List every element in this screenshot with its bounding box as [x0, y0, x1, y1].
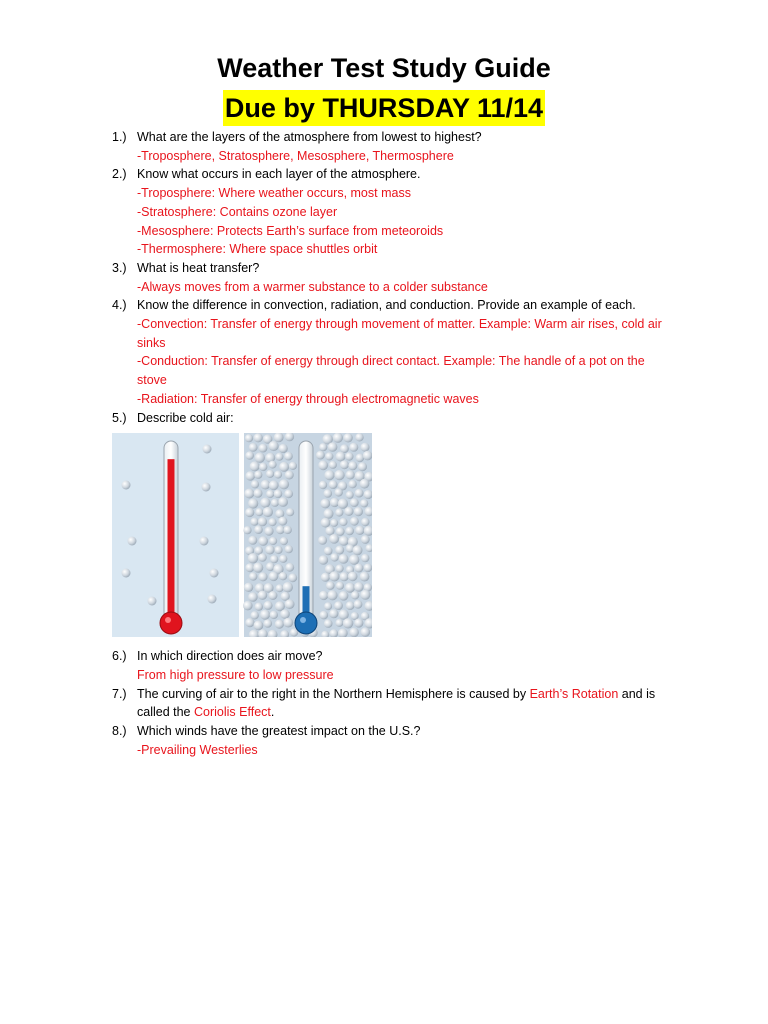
molecule-dot: [363, 451, 372, 461]
molecule-dot: [210, 569, 219, 578]
molecule-dot: [345, 453, 353, 461]
question-text: What is heat transfer?: [137, 260, 260, 275]
question-number: 5.): [112, 410, 127, 425]
molecule-dot: [269, 481, 279, 491]
molecule-dot: [354, 582, 364, 592]
molecule-dot: [284, 452, 293, 461]
molecule-dot: [254, 433, 263, 442]
molecule-dot: [321, 518, 331, 528]
molecule-dot: [284, 526, 292, 534]
molecule-dot: [334, 601, 343, 610]
molecule-dot: [361, 628, 371, 638]
molecule-dot: [354, 600, 363, 609]
molecule-dot: [326, 582, 335, 591]
molecule-dot: [276, 584, 284, 592]
molecule-dot: [279, 479, 289, 489]
molecule-dot: [284, 490, 293, 499]
molecule-dot: [260, 610, 270, 620]
molecule-dot: [355, 526, 364, 535]
molecule-dot: [250, 518, 258, 526]
molecule-dot: [274, 490, 283, 499]
molecule-dot: [346, 471, 355, 480]
molecule-dot: [253, 563, 263, 573]
molecule-dot: [319, 591, 328, 600]
molecule-dot: [261, 480, 271, 490]
molecule-dot: [340, 572, 349, 581]
molecule-dot: [271, 499, 279, 507]
molecule-dot: [275, 453, 283, 461]
question-text: In which direction does air move?: [137, 649, 323, 664]
molecule-dot: [278, 497, 288, 507]
molecule-dot: [245, 451, 254, 460]
molecule-dot: [200, 537, 209, 546]
molecule-dot: [264, 527, 273, 536]
molecule-dot: [361, 443, 370, 452]
molecule-dot: [258, 537, 268, 547]
molecule-dot: [321, 573, 330, 582]
molecule-dot: [244, 583, 253, 592]
molecule-dot: [202, 483, 211, 492]
answer-text: -Troposphere, Stratosphere, Mesosphere, Thermosphere: [137, 148, 454, 163]
molecule-dot: [278, 517, 287, 526]
molecule-dot: [361, 518, 369, 526]
molecule-dot: [128, 537, 137, 546]
molecule-dot: [270, 611, 278, 619]
molecule-dot: [346, 491, 354, 499]
molecule-dot: [335, 619, 343, 627]
molecule-dot: [360, 499, 368, 507]
molecule-dot: [364, 564, 372, 573]
molecule-dot: [350, 517, 359, 526]
molecule-dot: [343, 618, 353, 628]
molecule-dot: [339, 591, 349, 601]
molecule-dot: [245, 508, 254, 517]
question-item-4: [112, 296, 672, 408]
molecule-dot: [335, 509, 343, 517]
molecule-dot: [329, 572, 339, 582]
molecule-dot: [250, 462, 260, 472]
question-item-2: [112, 165, 672, 259]
question-list: [112, 128, 672, 759]
answer-text: -Thermosphere: Where space shuttles orbit: [137, 242, 378, 257]
molecule-dot: [245, 434, 253, 442]
molecule-dot: [351, 591, 359, 599]
answer-inline: Earth’s Rotation: [529, 686, 619, 701]
question-text-part: and is called the: [137, 686, 656, 720]
molecule-dot: [266, 490, 274, 498]
molecule-dot: [353, 546, 363, 556]
molecule-dot: [254, 471, 262, 479]
molecule-dot: [349, 443, 358, 452]
answer-text: From high pressure to low pressure: [137, 667, 334, 682]
molecule-dot: [334, 470, 344, 480]
molecule-dot: [258, 553, 267, 562]
molecule-dot: [255, 508, 263, 516]
molecule-dot: [148, 597, 157, 606]
molecule-dot: [360, 572, 370, 582]
molecule-dot: [268, 591, 277, 600]
molecule-dot: [329, 480, 338, 489]
answer-inline: Coriolis Effect: [193, 705, 271, 720]
molecule-dot: [355, 489, 364, 498]
due-date-highlight: Due by THURSDAY 11/14: [223, 90, 545, 126]
answer-text: -Always moves from a warmer substance to a colder substance: [137, 279, 488, 294]
page-title: Weather Test Study Guide: [217, 53, 551, 83]
molecule-dot: [349, 628, 359, 637]
molecule-dot: [265, 545, 274, 554]
molecule-dot: [285, 545, 293, 553]
molecule-dot: [243, 601, 253, 611]
thermometer-illustration: [112, 433, 372, 637]
molecule-dot: [269, 441, 279, 451]
molecule-dot: [348, 572, 358, 582]
molecule-dot: [360, 590, 370, 600]
answer-text: -Mesosphere: Protects Earth’s surface from meteoroids: [137, 223, 444, 238]
molecule-dot: [319, 481, 327, 489]
molecule-dot: [339, 554, 349, 564]
molecule-dot: [203, 445, 212, 454]
molecule-dot: [335, 488, 343, 496]
question-number: 3.): [112, 260, 127, 275]
molecule-dot: [251, 480, 259, 488]
question-text: [137, 685, 672, 722]
question-number: 6.): [112, 649, 127, 664]
molecule-dot: [258, 591, 267, 600]
molecule-dot: [258, 572, 267, 581]
question-item-1: [112, 128, 672, 165]
molecule-dot: [324, 547, 333, 556]
molecule-dot: [283, 618, 293, 628]
question-number: 7.): [112, 686, 127, 701]
molecule-dot: [338, 499, 348, 509]
answer-text: -Radiation: Transfer of energy through electromagnetic waves: [137, 391, 479, 406]
question-item-6: [112, 647, 672, 684]
molecule-dot: [254, 621, 264, 631]
molecule-dot: [324, 509, 334, 519]
molecule-dot: [333, 433, 343, 443]
molecule-dot: [269, 537, 277, 545]
question-item-5: [112, 409, 672, 428]
answer-text: -Conduction: Transfer of energy through direct contact. Example: The handle of a pot on the stove: [137, 354, 645, 388]
molecule-dot: [329, 461, 337, 469]
molecule-dot: [336, 452, 346, 462]
molecule-dot: [288, 574, 297, 583]
molecule-dot: [122, 569, 131, 578]
question-number: 1.): [112, 130, 127, 144]
molecule-dot: [269, 572, 279, 582]
molecule-dot: [270, 555, 278, 563]
molecule-dot: [264, 619, 273, 628]
molecule-dot: [263, 507, 273, 517]
molecule-dot: [259, 444, 268, 453]
molecule-dot: [335, 546, 344, 555]
molecule-dot: [283, 582, 293, 592]
molecule-dot: [336, 565, 344, 573]
molecule-dot: [354, 564, 363, 573]
molecule-dot: [280, 537, 288, 545]
molecule-dot: [324, 620, 333, 629]
molecule-dot: [244, 489, 254, 499]
molecule-dot: [243, 526, 251, 534]
molecule-dot: [286, 508, 294, 516]
question-text-part: .: [270, 705, 275, 720]
molecule-dot: [289, 462, 297, 470]
question-text: Which winds have the greatest impact on the U.S.?: [137, 724, 421, 739]
molecule-dot: [275, 620, 284, 629]
molecule-dot: [336, 582, 344, 590]
answer-text: -Prevailing Westerlies: [137, 742, 258, 757]
molecule-dot: [285, 563, 294, 572]
molecule-dot: [330, 519, 338, 527]
molecule-dot: [258, 517, 267, 526]
molecule-dot: [264, 601, 273, 610]
molecule-dot: [251, 611, 259, 619]
molecule-dot: [318, 461, 328, 471]
molecule-dot: [245, 563, 254, 572]
molecule-dot: [329, 534, 339, 544]
molecule-dot: [245, 618, 254, 627]
question-number: 8.): [112, 724, 127, 739]
molecule-dot: [329, 609, 338, 618]
molecule-dot: [325, 453, 333, 461]
molecule-dot: [339, 518, 347, 526]
molecule-dot: [208, 595, 217, 604]
molecule-dot: [285, 471, 294, 480]
molecule-dot: [354, 507, 363, 516]
molecule-dot: [324, 470, 334, 480]
molecule-dot: [249, 443, 258, 452]
molecule-dot: [279, 555, 287, 563]
question-text-part: The curving of air to the right in the Northern Hemisphere is caused by: [137, 686, 530, 701]
question-number: 4.): [112, 298, 127, 313]
molecule-dot: [259, 463, 267, 471]
question-text: Know what occurs in each layer of the atmosphere.: [137, 167, 421, 182]
molecule-dot: [324, 489, 333, 498]
molecule-dot: [345, 583, 355, 593]
question-text: Describe cold air:: [137, 410, 234, 425]
molecule-dot: [246, 471, 256, 481]
molecule-dot: [254, 489, 263, 498]
molecule-dot: [249, 573, 257, 581]
molecule-dot: [276, 526, 285, 535]
answer-text: -Stratosphere: Contains ozone layer: [137, 204, 338, 219]
molecule-dot: [346, 601, 355, 610]
answer-text: -Convection: Transfer of energy through movement of matter. Example: Warm air rises, cold air sinks: [137, 317, 662, 350]
question-item-8: [112, 722, 672, 759]
molecule-dot: [354, 619, 363, 628]
molecule-dot: [279, 572, 287, 580]
question-item-3: [112, 259, 672, 296]
molecule-dot: [319, 443, 327, 451]
question-text: Know the difference in convection, radiation, and conduction. Provide an example of each.: [137, 298, 636, 313]
molecule-dot: [285, 600, 295, 610]
molecule-dot: [339, 536, 349, 546]
molecule-dot: [248, 592, 258, 602]
molecule-dot: [327, 590, 337, 600]
molecule-dot: [340, 460, 349, 469]
molecule-dot: [360, 479, 370, 489]
molecule-dot: [280, 610, 290, 620]
thermometer-figure: [112, 433, 372, 637]
question-number: 2.): [112, 167, 127, 182]
molecule-dot: [343, 433, 352, 442]
molecule-dot: [358, 462, 367, 471]
molecule-dot: [255, 603, 263, 611]
molecule-dot: [266, 470, 274, 478]
molecule-dot: [318, 536, 327, 545]
molecule-dot: [122, 481, 131, 490]
molecule-dot: [255, 453, 265, 463]
question-item-7: [112, 685, 672, 722]
molecule-dot: [328, 442, 338, 452]
molecule-dot: [361, 554, 369, 562]
molecule-dot: [348, 462, 357, 471]
molecule-dot: [324, 602, 332, 610]
due-date-wrapper: [0, 90, 768, 126]
molecule-dot: [279, 444, 288, 453]
molecule-dot: [248, 499, 258, 509]
molecule-dot: [319, 555, 329, 565]
molecule-dot: [344, 507, 353, 516]
molecule-dot: [316, 451, 325, 460]
molecule-dot: [268, 518, 276, 526]
molecule-dot: [336, 527, 345, 536]
molecule-dot: [274, 471, 282, 479]
molecule-dot: [269, 461, 277, 469]
molecule-dot: [349, 555, 359, 565]
molecule-dot: [279, 462, 289, 472]
molecule-dot: [345, 527, 354, 536]
molecule-dot: [350, 498, 359, 507]
molecule-dot: [274, 546, 282, 554]
question-text: What are the layers of the atmosphere from lowest to highest?: [137, 130, 482, 144]
molecule-dot: [355, 433, 363, 441]
molecule-dot: [260, 498, 270, 508]
molecule-dot: [254, 526, 263, 535]
molecule-dot: [361, 535, 370, 544]
molecule-dot: [248, 553, 258, 563]
molecule-dot: [248, 536, 257, 545]
answer-text: -Troposphere: Where weather occurs, most mass: [137, 186, 411, 201]
molecule-dot: [330, 553, 338, 561]
molecule-dot: [320, 611, 329, 620]
molecule-dot: [320, 499, 330, 509]
molecule-dot: [348, 480, 356, 488]
